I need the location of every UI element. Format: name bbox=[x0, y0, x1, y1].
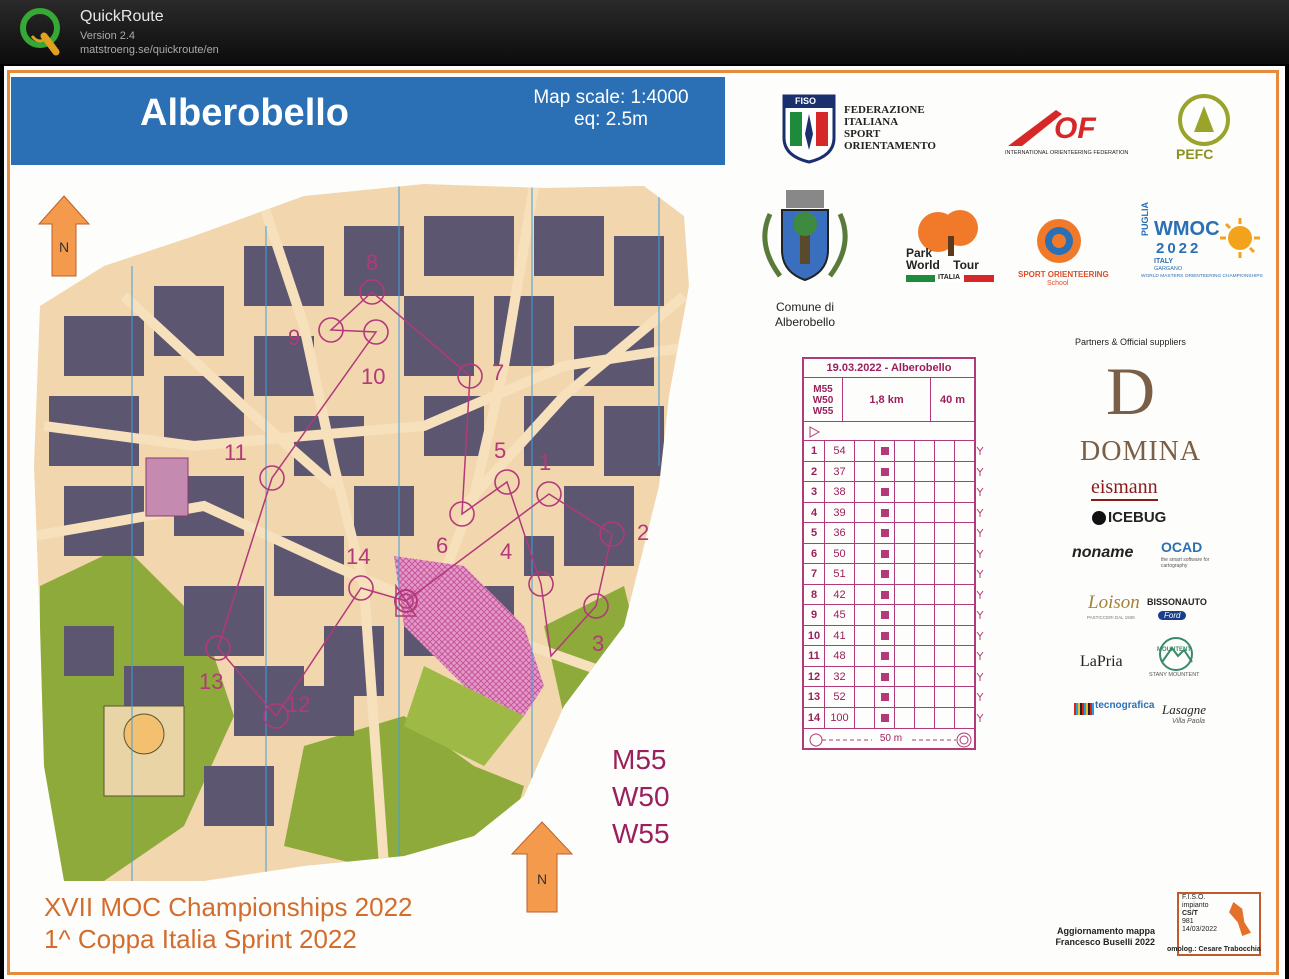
svg-text:7: 7 bbox=[492, 360, 505, 385]
feature-symbol-icon bbox=[881, 468, 889, 476]
class-label: W55 bbox=[612, 818, 670, 849]
descriptions-finish-row bbox=[804, 728, 974, 751]
control-code: 54 bbox=[824, 441, 854, 462]
svg-text:5: 5 bbox=[494, 438, 507, 463]
description-row bbox=[804, 707, 974, 729]
control-number: 3 bbox=[810, 486, 818, 499]
loison-logo: Loison bbox=[1088, 592, 1140, 613]
feature-symbol-icon bbox=[881, 591, 889, 599]
quickroute-logo-icon bbox=[18, 6, 62, 56]
svg-text:12: 12 bbox=[286, 692, 311, 717]
description-row bbox=[804, 584, 974, 606]
description-row bbox=[804, 543, 974, 565]
event-title-line1: XVII MOC Championships 2022 bbox=[44, 892, 413, 922]
control-code: 100 bbox=[824, 708, 854, 729]
description-row bbox=[804, 666, 974, 688]
control-code: 39 bbox=[824, 503, 854, 524]
location-symbol-icon bbox=[975, 590, 985, 600]
svg-text:6: 6 bbox=[436, 533, 449, 558]
course-length: 1,8 km bbox=[842, 378, 930, 422]
location-symbol-icon bbox=[975, 446, 985, 456]
svg-text:8: 8 bbox=[366, 250, 379, 275]
description-row bbox=[804, 502, 974, 524]
location-symbol-icon bbox=[975, 528, 985, 538]
descriptions-header: 19.03.2022 - Alberobello bbox=[826, 362, 952, 374]
finish-distance: 50 m bbox=[879, 733, 903, 744]
partners-title: Partners & Official suppliers bbox=[1075, 337, 1186, 347]
icebug-logo: ICEBUG bbox=[1108, 509, 1167, 526]
mountent-subtitle: STANY MOUNTENT bbox=[1149, 672, 1200, 678]
control-number: 4 bbox=[810, 506, 818, 519]
control-number: 8 bbox=[810, 588, 818, 601]
svg-text:3: 3 bbox=[592, 631, 605, 656]
svg-text:9: 9 bbox=[288, 325, 301, 350]
event-title-line2: 1^ Coppa Italia Sprint 2022 bbox=[44, 924, 357, 954]
description-row bbox=[804, 461, 974, 483]
app-url[interactable]: matstroeng.se/quickroute/en bbox=[80, 44, 219, 56]
control-number: 14 bbox=[807, 711, 821, 724]
description-row bbox=[804, 686, 974, 708]
location-symbol-icon bbox=[975, 467, 985, 477]
eismann-logo: eismann bbox=[1091, 476, 1158, 501]
svg-text:11: 11 bbox=[224, 440, 247, 465]
control-code: 38 bbox=[824, 482, 854, 503]
feature-symbol-icon bbox=[881, 714, 889, 722]
location-symbol-icon bbox=[975, 631, 985, 641]
control-number: 10 bbox=[807, 629, 821, 642]
descriptions-course-row: M55 W50 W55 1,8 km 40 m bbox=[804, 377, 974, 422]
location-symbol-icon bbox=[975, 651, 985, 661]
ocad-logo: OCAD bbox=[1161, 539, 1203, 555]
lasagne-subtitle: Villa Paola bbox=[1172, 718, 1205, 725]
control-number: 2 bbox=[810, 465, 818, 478]
fiso-homologation-stamp: F.I.S.O. impianto CS/T 981 14/03/2022 omolog.: Cesare Trabocchia bbox=[1177, 892, 1261, 956]
north-arrow-icon bbox=[512, 822, 572, 912]
feature-symbol-icon bbox=[881, 632, 889, 640]
north-arrow-icon bbox=[39, 196, 89, 276]
location-symbol-icon bbox=[975, 508, 985, 518]
location-symbol-icon bbox=[975, 487, 985, 497]
descriptions-start-row bbox=[804, 421, 974, 441]
iof-subtitle: INTERNATIONAL ORIENTEERING FEDERATION bbox=[1005, 150, 1129, 156]
wmoc-puglia: PUGLIA bbox=[1140, 201, 1150, 236]
description-row bbox=[804, 625, 974, 647]
svg-text:13: 13 bbox=[199, 669, 224, 694]
pefc-logo-text: PEFC bbox=[1176, 146, 1214, 162]
location-symbol-icon bbox=[975, 713, 985, 723]
control-number: 5 bbox=[810, 527, 818, 540]
description-row bbox=[804, 604, 974, 626]
svg-text:4: 4 bbox=[500, 539, 513, 564]
wmoc-sun-icon bbox=[1218, 216, 1262, 260]
mountent-logo-icon bbox=[1154, 634, 1198, 674]
sport-orienteering-school-icon bbox=[1034, 216, 1084, 266]
sport-orienteering-text: SPORT ORIENTEERING bbox=[1018, 270, 1109, 279]
bissonauto-logo: BISSONAUTO bbox=[1147, 597, 1207, 607]
park-world-italia-text: ITALIA bbox=[938, 274, 961, 281]
map-sheet[interactable] bbox=[4, 66, 1285, 979]
map-title: Alberobello bbox=[140, 92, 350, 134]
ocad-subtitle: the smart software for cartography bbox=[1161, 557, 1210, 569]
control-code: 50 bbox=[824, 544, 854, 565]
control-code: 32 bbox=[824, 667, 854, 688]
control-code: 52 bbox=[824, 687, 854, 708]
course-classes bbox=[612, 741, 670, 852]
control-code: 48 bbox=[824, 646, 854, 667]
tecnografica-logo: tecnografica bbox=[1095, 700, 1155, 711]
location-symbol-icon bbox=[975, 549, 985, 559]
control-code: 36 bbox=[824, 523, 854, 544]
wmoc-title: WMOC bbox=[1154, 218, 1220, 240]
wmoc-subtitle: WORLD MASTERS ORIENTEERING CHAMPIONSHIPS bbox=[1141, 274, 1263, 279]
app-name: QuickRoute bbox=[80, 8, 164, 25]
sport-orienteering-school: School bbox=[1047, 280, 1069, 287]
control-number: 7 bbox=[810, 568, 818, 581]
feature-symbol-icon bbox=[881, 570, 889, 578]
feature-symbol-icon bbox=[881, 693, 889, 701]
map-update-credit: Aggiornamento mappa Francesco Buselli 2022 bbox=[1055, 926, 1155, 947]
icebug-bug-icon bbox=[1092, 511, 1106, 525]
wmoc-gargano: GARGANO bbox=[1154, 266, 1183, 272]
map-terrain bbox=[4, 166, 704, 916]
class-label: M55 bbox=[612, 744, 667, 775]
domina-monogram: D bbox=[1106, 353, 1156, 429]
control-code: 45 bbox=[824, 605, 854, 626]
feature-symbol-icon bbox=[881, 488, 889, 496]
wmoc-italy: ITALY bbox=[1154, 258, 1174, 265]
control-number: 6 bbox=[810, 547, 818, 560]
fiso-badge-text: FISO bbox=[795, 96, 817, 106]
control-code: 37 bbox=[824, 462, 854, 483]
domina-logo: DOMINA bbox=[1080, 436, 1202, 467]
svg-text:14: 14 bbox=[346, 544, 371, 569]
map-scale-ratio: Map scale: 1:4000 bbox=[533, 87, 689, 108]
noname-logo: noname bbox=[1072, 544, 1134, 561]
comune-crest-icon bbox=[750, 184, 860, 294]
location-symbol-icon bbox=[975, 569, 985, 579]
description-row bbox=[804, 481, 974, 503]
control-number: 13 bbox=[807, 691, 821, 704]
iof-logo-text: OF bbox=[1054, 112, 1096, 145]
location-symbol-icon bbox=[975, 672, 985, 682]
fiso-name: FEDERAZIONE ITALIANA SPORT ORIENTAMENTO bbox=[844, 104, 936, 152]
control-number: 9 bbox=[810, 609, 818, 622]
feature-symbol-icon bbox=[881, 550, 889, 558]
feature-symbol-icon bbox=[881, 509, 889, 517]
loison-subtitle: PASTICCERI DAL 1938 bbox=[1087, 615, 1135, 620]
description-row bbox=[804, 645, 974, 667]
svg-text:10: 10 bbox=[361, 364, 386, 389]
feature-symbol-icon bbox=[881, 611, 889, 619]
description-row bbox=[804, 440, 974, 462]
svg-text:1: 1 bbox=[539, 450, 552, 475]
wmoc-year: 2022 bbox=[1156, 240, 1202, 257]
control-code: 51 bbox=[824, 564, 854, 585]
location-symbol-icon bbox=[975, 610, 985, 620]
ford-logo: Ford bbox=[1158, 611, 1186, 620]
svg-text:N: N bbox=[58, 239, 70, 255]
lapria-logo: LaPria bbox=[1080, 653, 1123, 670]
course-climb: 40 m bbox=[930, 378, 974, 422]
control-number: 12 bbox=[807, 670, 821, 683]
feature-symbol-icon bbox=[881, 447, 889, 455]
control-number: 1 bbox=[810, 445, 818, 458]
feature-symbol-icon bbox=[881, 673, 889, 681]
feature-symbol-icon bbox=[881, 529, 889, 537]
control-code: 41 bbox=[824, 626, 854, 647]
description-row bbox=[804, 563, 974, 585]
feature-symbol-icon bbox=[881, 652, 889, 660]
lasagne-logo: Lasagne bbox=[1162, 702, 1207, 717]
control-code: 42 bbox=[824, 585, 854, 606]
class-label: W50 bbox=[612, 781, 670, 812]
svg-text:N: N bbox=[536, 871, 548, 887]
map-scale-equidistance: eq: 2.5m bbox=[574, 109, 648, 130]
control-number: 11 bbox=[808, 650, 820, 663]
control-descriptions bbox=[802, 357, 976, 750]
location-symbol-icon bbox=[975, 692, 985, 702]
park-world-tour-text: Park World Tour bbox=[906, 246, 979, 272]
tecnografica-bars-icon bbox=[1074, 703, 1094, 715]
mountent-logo: MOUNTENT bbox=[1157, 647, 1191, 653]
app-version: Version 2.4 bbox=[80, 30, 136, 42]
app-titlebar bbox=[0, 0, 1289, 64]
start-triangle-icon bbox=[804, 422, 824, 441]
pefc-logo-icon bbox=[1176, 92, 1232, 148]
comune-name: Comune di Alberobello bbox=[774, 300, 836, 329]
description-row bbox=[804, 522, 974, 544]
svg-text:2: 2 bbox=[637, 520, 650, 545]
